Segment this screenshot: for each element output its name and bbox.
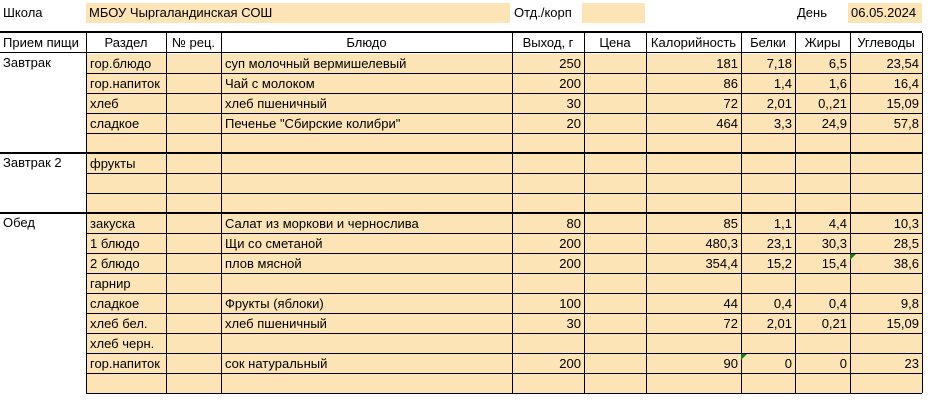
cell-protein[interactable]: 23,1 (742, 234, 795, 253)
cell-protein[interactable]: 7,18 (742, 54, 795, 73)
header-bottom-border (0, 52, 922, 53)
cell-recipe[interactable] (167, 154, 221, 173)
cell-dish[interactable]: Щи со сметаной (222, 234, 512, 253)
cell-carb[interactable] (851, 174, 922, 193)
col-yield-header: Выход, г (522, 35, 574, 50)
cell-yield[interactable]: 200 (513, 74, 584, 93)
cell-carb[interactable] (851, 374, 922, 393)
cell-recipe[interactable] (167, 274, 221, 293)
col-section-header: Раздел (104, 35, 148, 50)
cell-carb[interactable]: 28,5 (851, 234, 922, 253)
cell-price[interactable] (585, 74, 646, 93)
cell-carb[interactable] (851, 334, 922, 353)
cell-price[interactable] (585, 174, 646, 193)
cell-cal[interactable] (647, 374, 741, 393)
cell-section[interactable]: гор.напиток (87, 354, 166, 373)
cell-price[interactable] (585, 334, 646, 353)
cell-yield[interactable]: 80 (513, 214, 584, 233)
cell-recipe[interactable] (167, 74, 221, 93)
col-protein-header: Белки (750, 35, 786, 50)
cell-carb[interactable]: 38,6 (851, 254, 922, 273)
cell-recipe[interactable] (167, 134, 221, 153)
row-divider (86, 253, 922, 254)
cell-fat[interactable]: 1,6 (796, 74, 850, 93)
cell-section[interactable] (87, 194, 166, 213)
row-divider (86, 393, 922, 394)
cell-dish[interactable]: Чай с молоком (222, 74, 512, 93)
cell-price[interactable] (585, 94, 646, 113)
cell-protein[interactable] (742, 154, 795, 173)
cell-fat[interactable]: 0,,21 (796, 94, 850, 113)
cell-dish[interactable] (222, 334, 512, 353)
cell-cal[interactable] (647, 134, 741, 153)
cell-yield[interactable] (513, 334, 584, 353)
row-divider (86, 313, 922, 314)
meal-label: Завтрак (3, 55, 51, 70)
cell-cal[interactable] (647, 194, 741, 213)
cell-cal[interactable] (647, 174, 741, 193)
cell-dish[interactable] (222, 194, 512, 213)
cell-carb[interactable]: 9,8 (851, 294, 922, 313)
cell-carb[interactable] (851, 134, 922, 153)
cell-recipe[interactable] (167, 234, 221, 253)
row-divider (86, 113, 922, 114)
school-label: Школа (3, 5, 43, 20)
cell-section[interactable]: сладкое (87, 114, 166, 133)
cell-recipe[interactable] (167, 114, 221, 133)
comment-marker-icon (850, 254, 856, 260)
cell-carb[interactable] (851, 194, 922, 213)
cell-cal[interactable]: 464 (647, 114, 741, 133)
row-divider (86, 333, 922, 334)
cell-fat[interactable]: 15,4 (796, 254, 850, 273)
cell-section[interactable] (87, 374, 166, 393)
cell-fat[interactable]: 0 (796, 354, 850, 373)
group-divider (0, 212, 922, 214)
cell-fat[interactable]: 30,3 (796, 234, 850, 253)
cell-dish[interactable]: сок натуральный (222, 354, 512, 373)
cell-section[interactable]: хлеб (87, 94, 166, 113)
cell-fat[interactable]: 6,5 (796, 54, 850, 73)
cell-price[interactable] (585, 54, 646, 73)
cell-fat[interactable] (796, 134, 850, 153)
cell-dish[interactable] (222, 154, 512, 173)
cell-recipe[interactable] (167, 314, 221, 333)
row-divider (86, 233, 922, 234)
cell-recipe[interactable] (167, 174, 221, 193)
cell-recipe[interactable] (167, 374, 221, 393)
cell-price[interactable] (585, 194, 646, 213)
cell-yield[interactable]: 30 (513, 94, 584, 113)
cell-price[interactable] (585, 314, 646, 333)
row-divider (86, 373, 922, 374)
cell-yield[interactable] (513, 194, 584, 213)
cell-yield[interactable]: 200 (513, 254, 584, 273)
cell-fat[interactable] (796, 194, 850, 213)
cell-cal[interactable]: 181 (647, 54, 741, 73)
cell-section[interactable] (87, 134, 166, 153)
cell-protein[interactable] (742, 334, 795, 353)
cell-fat[interactable] (796, 334, 850, 353)
cell-price[interactable] (585, 374, 646, 393)
cell-fat[interactable]: 4,4 (796, 214, 850, 233)
cell-section[interactable]: гор.блюдо (87, 54, 166, 73)
cell-price[interactable] (585, 294, 646, 313)
cell-protein[interactable]: 0,4 (742, 294, 795, 313)
cell-yield[interactable]: 100 (513, 294, 584, 313)
dept-label: Отд./корп (514, 5, 572, 20)
cell-protein[interactable]: 1,1 (742, 214, 795, 233)
cell-price[interactable] (585, 114, 646, 133)
cell-yield[interactable]: 20 (513, 114, 584, 133)
cell-dish[interactable]: Салат из моркови и чернослива (222, 214, 512, 233)
cell-dish[interactable] (222, 274, 512, 293)
cell-carb[interactable]: 16,4 (851, 74, 922, 93)
cell-dish[interactable]: Фрукты (яблоки) (222, 294, 512, 313)
table-top-border (0, 31, 922, 33)
cell-fat[interactable] (796, 274, 850, 293)
col-fat-header: Жиры (804, 35, 841, 50)
cell-cal[interactable] (647, 154, 741, 173)
cell-section[interactable]: сладкое (87, 294, 166, 313)
cell-protein[interactable]: 1,4 (742, 74, 795, 93)
cell-dish[interactable] (222, 134, 512, 153)
cell-cal[interactable]: 480,3 (647, 234, 741, 253)
cell-section[interactable]: гарнир (87, 274, 166, 293)
cell-price[interactable] (585, 154, 646, 173)
row-divider (86, 353, 922, 354)
cell-recipe[interactable] (167, 254, 221, 273)
cell-dish[interactable] (222, 374, 512, 393)
cell-protein[interactable]: 2,01 (742, 94, 795, 113)
cell-carb[interactable]: 23,54 (851, 54, 922, 73)
cell-section[interactable]: хлеб черн. (87, 334, 166, 353)
cell-dish[interactable]: хлеб пшеничный (222, 94, 512, 113)
cell-carb[interactable] (851, 154, 922, 173)
cell-recipe[interactable] (167, 94, 221, 113)
row-divider (86, 293, 922, 294)
meal-label: Обед (3, 215, 35, 230)
col-calories-header: Калорийность (650, 35, 737, 50)
date-field[interactable]: 06.05.2024 (848, 3, 922, 23)
cell-cal[interactable]: 90 (647, 354, 741, 373)
group-divider (0, 152, 922, 154)
cell-yield[interactable]: 200 (513, 354, 584, 373)
cell-protein[interactable] (742, 194, 795, 213)
row-divider (86, 73, 922, 74)
cell-fat[interactable]: 0,4 (796, 294, 850, 313)
cell-fat[interactable] (796, 174, 850, 193)
cell-price[interactable] (585, 274, 646, 293)
cell-fat[interactable] (796, 374, 850, 393)
cell-fat[interactable] (796, 154, 850, 173)
cell-protein[interactable]: 2,01 (742, 314, 795, 333)
meal-label: Завтрак 2 (3, 155, 62, 170)
cell-price[interactable] (585, 254, 646, 273)
cell-recipe[interactable] (167, 334, 221, 353)
cell-recipe[interactable] (167, 214, 221, 233)
cell-yield[interactable] (513, 274, 584, 293)
cell-section[interactable]: 2 блюдо (87, 254, 166, 273)
col-meal-header: Прием пищи (3, 35, 79, 50)
column-divider (922, 33, 923, 393)
cell-protein[interactable] (742, 174, 795, 193)
cell-carb[interactable]: 10,3 (851, 214, 922, 233)
cell-section[interactable]: гор.напиток (87, 74, 166, 93)
cell-yield[interactable]: 30 (513, 314, 584, 333)
cell-recipe[interactable] (167, 54, 221, 73)
cell-cal[interactable]: 72 (647, 94, 741, 113)
cell-section[interactable]: хлеб бел. (87, 314, 166, 333)
col-dish-header: Блюдо (346, 35, 387, 50)
row-divider (86, 193, 922, 194)
cell-cal[interactable]: 354,4 (647, 254, 741, 273)
cell-recipe[interactable] (167, 194, 221, 213)
cell-yield[interactable] (513, 154, 584, 173)
day-label: День (797, 5, 827, 20)
cell-dish[interactable] (222, 174, 512, 193)
row-divider (86, 273, 922, 274)
col-recipe-header: № рец. (171, 35, 216, 50)
dept-field[interactable] (582, 3, 645, 23)
cell-protein[interactable]: 3,3 (742, 114, 795, 133)
cell-cal[interactable]: 85 (647, 214, 741, 233)
cell-price[interactable] (585, 134, 646, 153)
cell-cal[interactable]: 72 (647, 314, 741, 333)
cell-protein[interactable] (742, 134, 795, 153)
cell-price[interactable] (585, 214, 646, 233)
cell-cal[interactable] (647, 274, 741, 293)
cell-carb[interactable] (851, 274, 922, 293)
cell-yield[interactable]: 200 (513, 234, 584, 253)
row-divider (86, 133, 922, 134)
cell-protein[interactable]: 0 (742, 354, 795, 373)
cell-yield[interactable] (513, 174, 584, 193)
row-divider (86, 173, 922, 174)
comment-marker-icon (741, 354, 747, 360)
cell-section[interactable] (87, 174, 166, 193)
col-price-header: Цена (599, 35, 631, 50)
cell-fat[interactable]: 0,21 (796, 314, 850, 333)
cell-yield[interactable] (513, 374, 584, 393)
school-name-field[interactable]: МБОУ Чыргаландинская СОШ (86, 3, 510, 23)
cell-recipe[interactable] (167, 294, 221, 313)
cell-dish[interactable]: хлеб пшеничный (222, 314, 512, 333)
row-divider (86, 93, 922, 94)
cell-price[interactable] (585, 234, 646, 253)
cell-section[interactable]: закуска (87, 214, 166, 233)
cell-carb[interactable]: 15,09 (851, 314, 922, 333)
col-carbs-header: Углеводы (857, 35, 915, 50)
cell-protein[interactable]: 15,2 (742, 254, 795, 273)
cell-carb[interactable]: 57,8 (851, 114, 922, 133)
cell-protein[interactable] (742, 274, 795, 293)
cell-fat[interactable]: 24,9 (796, 114, 850, 133)
cell-cal[interactable]: 44 (647, 294, 741, 313)
cell-carb[interactable]: 23 (851, 354, 922, 373)
cell-protein[interactable] (742, 374, 795, 393)
cell-section[interactable]: 1 блюдо (87, 234, 166, 253)
cell-dish[interactable]: суп молочный вермишелевый (222, 54, 512, 73)
cell-recipe[interactable] (167, 354, 221, 373)
cell-price[interactable] (585, 354, 646, 373)
cell-dish[interactable]: Печенье "Сбирские колибри" (222, 114, 512, 133)
cell-dish[interactable]: плов мясной (222, 254, 512, 273)
cell-yield[interactable] (513, 134, 584, 153)
cell-cal[interactable] (647, 334, 741, 353)
cell-yield[interactable]: 250 (513, 54, 584, 73)
cell-carb[interactable]: 15,09 (851, 94, 922, 113)
cell-cal[interactable]: 86 (647, 74, 741, 93)
cell-section[interactable]: фрукты (87, 154, 166, 173)
